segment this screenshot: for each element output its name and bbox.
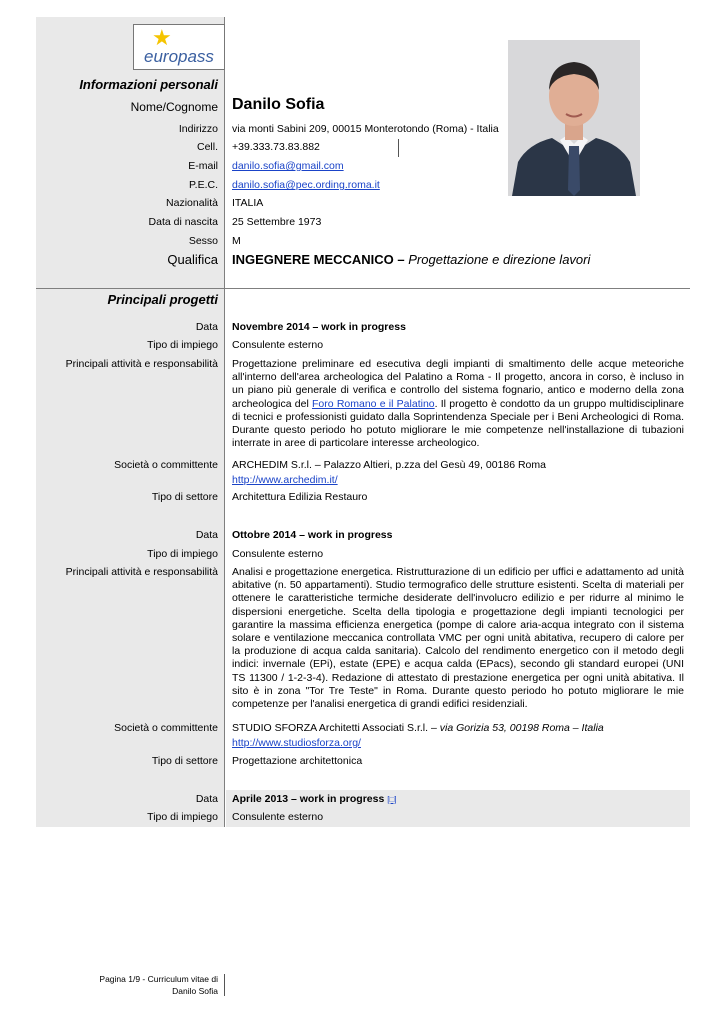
project-2-client xyxy=(232,722,604,734)
qualification-sub: Progettazione e direzione lavori xyxy=(408,252,591,267)
address-label: Indirizzo xyxy=(178,123,218,135)
phone-value: +39.333.73.83.882 xyxy=(232,141,320,153)
project-2-sector: Progettazione architettonica xyxy=(232,755,363,767)
pec-label: P.E.C. xyxy=(189,179,218,191)
left-column-background xyxy=(36,17,224,827)
project-3-date-row xyxy=(232,793,397,805)
project-1-client-label: Società o committente xyxy=(114,459,218,471)
footer-line-2: Danilo Sofia xyxy=(172,986,218,996)
project-2-type: Consulente esterno xyxy=(232,548,324,560)
person-name: Danilo Sofia xyxy=(232,96,325,113)
page-footer xyxy=(99,973,218,997)
project-1-date: Novembre 2014 – work in progress xyxy=(232,321,406,333)
project-1-description-b: . Il progetto è condotto da un gruppo multidisciplinare di tecnici e professionisti guidato dalla Soprintendenza Speciale per i Beni Archeologici di Roma. Durante questo periodo ho potuto migliorare le mie competenze nell'installazione di tubazioni interrate in aree di particolare interesse archeologico. xyxy=(232,397,684,450)
project-1-description-a: Progettazione preliminare ed esecutiva degli impianti di smaltimento delle acque meteoriche all'interno dell'area archeologica del Palatino a Roma - Il progetto, ancora in corso, è incluso in un piano più generale di verifica e controllo del sistema fognario, antico e moderno della zona archeologica del xyxy=(232,358,684,410)
foro-romano-link[interactable]: Foro Romano e il Palatino xyxy=(312,397,435,410)
logo-text: europass xyxy=(144,47,214,66)
project-3-date: Aprile 2013 – work in progress xyxy=(232,793,385,805)
project-1-type: Consulente esterno xyxy=(232,339,324,351)
project-2-type-label: Tipo di impiego xyxy=(147,548,218,560)
nationality-value: ITALIA xyxy=(232,197,264,209)
project-1-type-label: Tipo di impiego xyxy=(147,339,218,351)
qualification-main: INGEGNERE MECCANICO – xyxy=(232,252,405,267)
project-2-url[interactable]: http://www.studiosforza.org/ xyxy=(232,737,361,749)
project-3-note-link[interactable]: [□] xyxy=(387,795,397,804)
project-1-url[interactable]: http://www.archedim.it/ xyxy=(232,474,338,486)
sex-label: Sesso xyxy=(188,235,218,247)
birthdate-value: 25 Settembre 1973 xyxy=(232,216,322,228)
section-title-projects: Principali progetti xyxy=(107,292,218,307)
birthdate-label: Data di nascita xyxy=(148,216,218,228)
sex-value: M xyxy=(232,235,241,247)
project-2-activities-label: Principali attività e responsabilità xyxy=(65,566,218,578)
pec-link[interactable]: danilo.sofia@pec.ording.roma.it xyxy=(232,179,380,191)
text-cursor xyxy=(398,139,399,157)
project-2-description: Analisi e progettazione energetica. Ristrutturazione di un edificio per uffici e adattamento ad unità abitative (n. 50 appartamenti). Studio termografico delle strutture esistenti. Scelta di materiali per ottenere le caratteristiche termiche desiderate dell'involucro edilizio e per ridurre al minimo le dispersioni energetiche. Scelta della tipologia e progettazione degli impianti tecnologici per garantire la massima efficienza energetica (pompe di calore aria-acqua integrato con il sistema solare e ventilazione meccanica controllata VMC per ogni unità abitativa, recupero di calore per la produzione di acqua calda sanitaria). Calcolo del rendimento energetico con il metodo degli indici: invernale (EPi), estate (EPE) e acqua calda (EPacs), secondo gli standard europei (UNI TS 11300 / 1-2-3-4). Redazione di attestato di prestazione energetica per ogni unità abitativa. Il sito è in zona "Tor Tre Teste" in Roma. Durante questo periodo ho potuto migliorare le mie competenze per l'analisi energetica di grandi edifici residenziali. xyxy=(232,566,684,711)
project-3-date-label: Data xyxy=(195,793,218,805)
project-3-type-label: Tipo di impiego xyxy=(147,811,218,823)
project-1-client: ARCHEDIM S.r.l. – Palazzo Altieri, p.zza del Gesù 49, 00186 Roma xyxy=(232,459,546,471)
qualification-value xyxy=(232,252,590,267)
footer-line-1: Pagina 1/9 - Curriculum vitae di xyxy=(99,974,218,984)
email-link[interactable]: danilo.sofia@gmail.com xyxy=(232,160,344,172)
address-value: via monti Sabini 209, 00015 Monterotondo (Roma) - Italia xyxy=(232,123,499,135)
project-2-date-label: Data xyxy=(195,529,218,541)
profile-photo xyxy=(508,40,640,196)
project-3-type: Consulente esterno xyxy=(232,811,324,823)
project-2-client-label: Società o committente xyxy=(114,722,218,734)
project-2-date: Ottobre 2014 – work in progress xyxy=(232,529,393,541)
project-2-client-name: STUDIO SFORZA Architetti Associati S.r.l. – xyxy=(232,722,440,734)
name-label: Nome/Cognome xyxy=(130,100,218,114)
europass-logo xyxy=(133,24,225,70)
project-1-activities-label: Principali attività e responsabilità xyxy=(65,358,218,370)
footer-divider xyxy=(224,974,225,996)
portrait-image xyxy=(508,40,640,196)
project-2-sector-label: Tipo di settore xyxy=(151,755,218,767)
section-divider xyxy=(36,288,690,289)
project-1-sector-label: Tipo di settore xyxy=(151,491,218,503)
phone-label: Cell. xyxy=(196,141,218,153)
column-divider xyxy=(224,17,225,827)
project-1-description xyxy=(232,358,684,450)
qualification-label: Qualifica xyxy=(167,252,218,267)
email-label: E-mail xyxy=(188,160,218,172)
nationality-label: Nazionalità xyxy=(166,197,218,209)
star-figure-icon: ★ xyxy=(152,25,172,50)
project-2-client-address: via Gorizia 53, 00198 Roma – Italia xyxy=(439,722,604,734)
section-title-personal: Informazioni personali xyxy=(79,77,218,92)
project-1-sector: Architettura Edilizia Restauro xyxy=(232,491,368,503)
project-1-date-label: Data xyxy=(195,321,218,333)
